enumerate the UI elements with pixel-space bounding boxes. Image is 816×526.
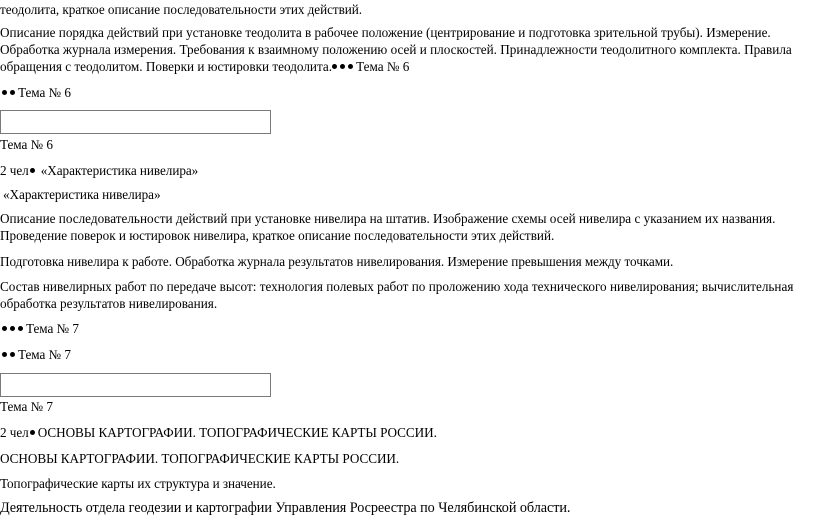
topic-title: ОСНОВЫ КАРТОГРАФИИ. ТОПОГРАФИЧЕСКИЕ КАРТЫ РОССИИ. [37, 425, 437, 440]
topic-description: Топографические карты их структура и значение. [0, 476, 276, 491]
theme-heading: Тема № 7 [26, 321, 79, 336]
bullet-icon [332, 64, 337, 69]
topic-title: «Характеристика нивелира» [40, 163, 199, 178]
theme-heading: Тема № 7 [18, 347, 71, 362]
paragraph-theodolite-description [0, 25, 806, 75]
theme-heading: Тема № 7 [0, 399, 53, 414]
topic-description: Деятельность отдела геодезии и картографии Управления Росреестра по Челябинской области. [0, 500, 571, 516]
theme-6-input-box[interactable] [0, 110, 271, 134]
bullet-icon [30, 168, 35, 173]
group-size-label: 2 чел [0, 425, 29, 440]
paragraph-text: Описание порядка действий при установке теодолита в рабочее положение (центрирование и подготовка зрительной трубы). Измерение. Обработка журнала измерения. Требования к взаимному положению осей и плоскостей. Принадлежности теодолитного комплекта. Правила обращения с теодолитом. Поверки и юстировки теодолита. [0, 25, 792, 74]
topic-line [0, 424, 437, 441]
theme-heading-line [0, 84, 71, 101]
bullet-icon [10, 326, 15, 331]
topic-line [0, 162, 198, 179]
paragraph-level-preparation: Подготовка нивелира к работе. Обработка журнала результатов нивелирования. Измерение превышения между точками. [0, 254, 674, 269]
text-line: теодолита, краткое описание последовательности этих действий. [0, 2, 363, 17]
theme-heading-line [0, 320, 79, 337]
bullet-icon [2, 90, 7, 95]
paragraph-leveling-works: Состав нивелирных работ по передаче высот: технология полевых работ по проложению хода технического нивелирования; вычислительная обработка результатов нивелирования. [0, 279, 794, 311]
bullet-icon [10, 352, 15, 357]
bullet-icon [30, 430, 35, 435]
topic-title: «Характеристика нивелира» [3, 187, 161, 202]
bullet-icon [2, 326, 7, 331]
bullet-icon [348, 64, 353, 69]
theme-heading-line [0, 346, 71, 363]
paragraph-level-description: Описание последовательности действий при установке нивелира на штатив. Изображение схемы осей нивелира с указанием их названия. Проведение поверок и юстировок нивелира, краткое описание последовательности этих действий. [0, 211, 776, 243]
theme-heading: Тема № 6 [0, 137, 53, 152]
bullet-icon [10, 90, 15, 95]
bullet-icon [18, 326, 23, 331]
topic-title: ОСНОВЫ КАРТОГРАФИИ. ТОПОГРАФИЧЕСКИЕ КАРТЫ РОССИИ. [0, 451, 400, 466]
bullet-icon [2, 352, 7, 357]
theme-heading: Тема № 6 [18, 85, 71, 100]
bullet-icon [340, 64, 345, 69]
group-size-label: 2 чел [0, 163, 29, 178]
theme-7-input-box[interactable] [0, 373, 271, 397]
theme-heading: Тема № 6 [356, 58, 410, 74]
